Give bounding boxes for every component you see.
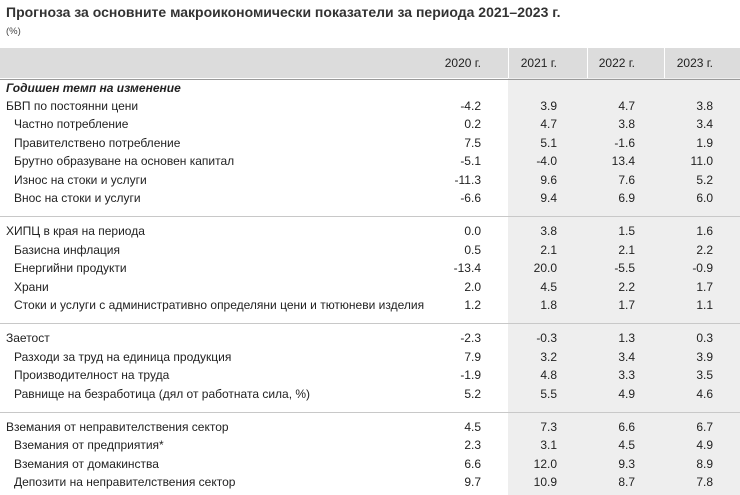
cell-value: 4.9 (618, 386, 635, 401)
cell-value: 3.8 (696, 99, 713, 113)
cell-value: 1.6 (696, 224, 713, 239)
cell-value: 12.0 (533, 456, 557, 471)
cell-value: 3.4 (696, 117, 713, 132)
cell-value: 8.7 (618, 475, 635, 490)
row-label: Износ на стоки и услуги (14, 172, 147, 187)
cell-value: 4.6 (696, 386, 713, 401)
cell-value: 6.7 (696, 420, 713, 434)
row-label: БВП по постоянни цени (6, 99, 139, 113)
cell-value: 2.2 (696, 242, 713, 257)
cell-value: 9.4 (540, 191, 557, 205)
cell-value: 5.5 (540, 386, 557, 401)
cell-value: 5.2 (696, 172, 713, 187)
cell-value: 4.5 (618, 438, 635, 453)
cell-value: 1.8 (540, 298, 557, 312)
table-row (0, 278, 740, 296)
cell-value: 1.5 (618, 224, 635, 239)
row-label: Правителствено потребление (14, 135, 181, 150)
cell-value: -2.3 (460, 331, 481, 346)
cell-value: 2.0 (464, 279, 481, 294)
cell-value: 6.6 (464, 456, 481, 471)
table-row (0, 455, 740, 473)
row-label: Равнище на безработица (дял от работната сила, %) (14, 386, 311, 401)
row-label: Стоки и услуги с административно определяни цени и тютюневи изделия (14, 298, 425, 312)
cell-value: -4.0 (536, 154, 557, 169)
cell-value: -0.3 (536, 331, 557, 346)
row-label: Вземания от неправителствения сектор (6, 420, 229, 434)
cell-value: 4.5 (464, 420, 481, 434)
cell-value: -5.5 (614, 261, 635, 276)
row-label: Депозити на неправителствения сектор (14, 475, 236, 490)
cell-value: 7.3 (540, 420, 557, 434)
group-separator (0, 412, 740, 413)
row-label: ХИПЦ в края на периода (6, 224, 145, 239)
cell-value: 7.8 (696, 475, 713, 490)
cell-value: 5.1 (540, 135, 557, 150)
cell-value: -11.3 (454, 172, 481, 187)
unit-label: (%) (6, 26, 21, 37)
cell-value: 3.9 (696, 349, 713, 364)
group-separator (0, 216, 740, 217)
cell-value: 4.9 (696, 438, 713, 453)
column-header-2021: 2021 г. (520, 56, 557, 70)
table-row (0, 385, 740, 403)
row-label: Базисна инфлация (14, 242, 120, 257)
cell-value: 2.2 (618, 279, 635, 294)
section-label: Годишен темп на изменение (6, 81, 181, 95)
cell-value: 2.1 (618, 242, 635, 257)
table-row (0, 259, 740, 277)
cell-value: 4.7 (618, 99, 635, 113)
cell-value: -1.9 (460, 368, 481, 383)
cell-value: 4.5 (540, 279, 557, 294)
row-label: Брутно образуване на основен капитал (14, 154, 235, 169)
cell-value: 1.2 (464, 298, 481, 312)
table-row (0, 473, 740, 491)
section-heading (0, 79, 740, 97)
cell-value: 1.7 (618, 298, 635, 312)
cell-value: 0.0 (464, 224, 481, 239)
cell-value: 6.9 (618, 191, 635, 205)
row-label: Внос на стоки и услуги (14, 191, 141, 205)
cell-value: 3.9 (540, 99, 557, 113)
cell-value: 3.3 (618, 368, 635, 383)
cell-value: 7.6 (618, 172, 635, 187)
table-row (0, 115, 740, 133)
cell-value: 6.6 (618, 420, 635, 434)
cell-value: 9.6 (540, 172, 557, 187)
cell-value: 2.3 (464, 438, 481, 453)
cell-value: 3.1 (540, 438, 557, 453)
cell-value: -4.2 (460, 99, 481, 113)
table-title: Прогноза за основните макроикономически показатели за периода 2021–2023 г. (6, 4, 561, 20)
cell-value: 1.3 (618, 331, 635, 346)
column-header-2020: 2020 г. (444, 56, 481, 70)
cell-value: 7.9 (464, 349, 481, 364)
cell-value: -0.9 (692, 261, 713, 276)
cell-value: 9.3 (618, 456, 635, 471)
table-row (0, 418, 740, 436)
cell-value: -13.4 (453, 261, 481, 276)
cell-value: 8.9 (696, 456, 713, 471)
cell-value: 2.1 (540, 242, 557, 257)
table-row (0, 329, 740, 347)
row-label: Производителност на труда (14, 368, 170, 383)
cell-value: 1.7 (696, 279, 713, 294)
row-label: Вземания от предприятия* (14, 438, 164, 453)
cell-value: 4.7 (540, 117, 557, 132)
cell-value: 4.8 (540, 368, 557, 383)
cell-value: 3.8 (540, 224, 557, 239)
row-label: Разходи за труд на единица продукция (14, 349, 232, 364)
cell-value: -1.6 (614, 135, 635, 150)
cell-value: 9.7 (464, 475, 481, 490)
table-row (0, 436, 740, 454)
table-row (0, 152, 740, 170)
table-row (0, 296, 740, 314)
group-separator (0, 323, 740, 324)
column-header-2023: 2023 г. (676, 56, 713, 70)
cell-value: 6.0 (696, 191, 713, 205)
row-label: Заетост (6, 331, 50, 346)
cell-value: 7.5 (464, 135, 481, 150)
row-label: Вземания от домакинства (14, 456, 159, 471)
cell-value: 11.0 (690, 154, 713, 169)
cell-value: 0.5 (464, 242, 481, 257)
row-label: Храни (14, 279, 49, 294)
cell-value: 3.8 (618, 117, 635, 132)
cell-value: 1.1 (696, 298, 713, 312)
table-row (0, 241, 740, 259)
table-row (0, 366, 740, 384)
column-header-2022: 2022 г. (598, 56, 635, 70)
cell-value: 3.2 (540, 349, 557, 364)
cell-value: -6.6 (460, 191, 481, 205)
table-row (0, 189, 740, 207)
row-label: Енергийни продукти (14, 261, 127, 276)
cell-value: 20.0 (533, 261, 557, 276)
cell-value: 13.4 (611, 154, 635, 169)
table-row (0, 97, 740, 115)
cell-value: -5.1 (460, 154, 481, 169)
cell-value: 0.2 (464, 117, 481, 132)
cell-value: 5.2 (464, 386, 481, 401)
cell-value: 0.3 (696, 331, 713, 346)
cell-value: 1.9 (696, 135, 713, 150)
table-row (0, 222, 740, 240)
cell-value: 10.9 (533, 475, 557, 490)
cell-value: 3.5 (696, 368, 713, 383)
table-row (0, 134, 740, 152)
table-row (0, 348, 740, 366)
row-label: Частно потребление (14, 117, 129, 132)
cell-value: 3.4 (618, 349, 635, 364)
table-row (0, 171, 740, 189)
